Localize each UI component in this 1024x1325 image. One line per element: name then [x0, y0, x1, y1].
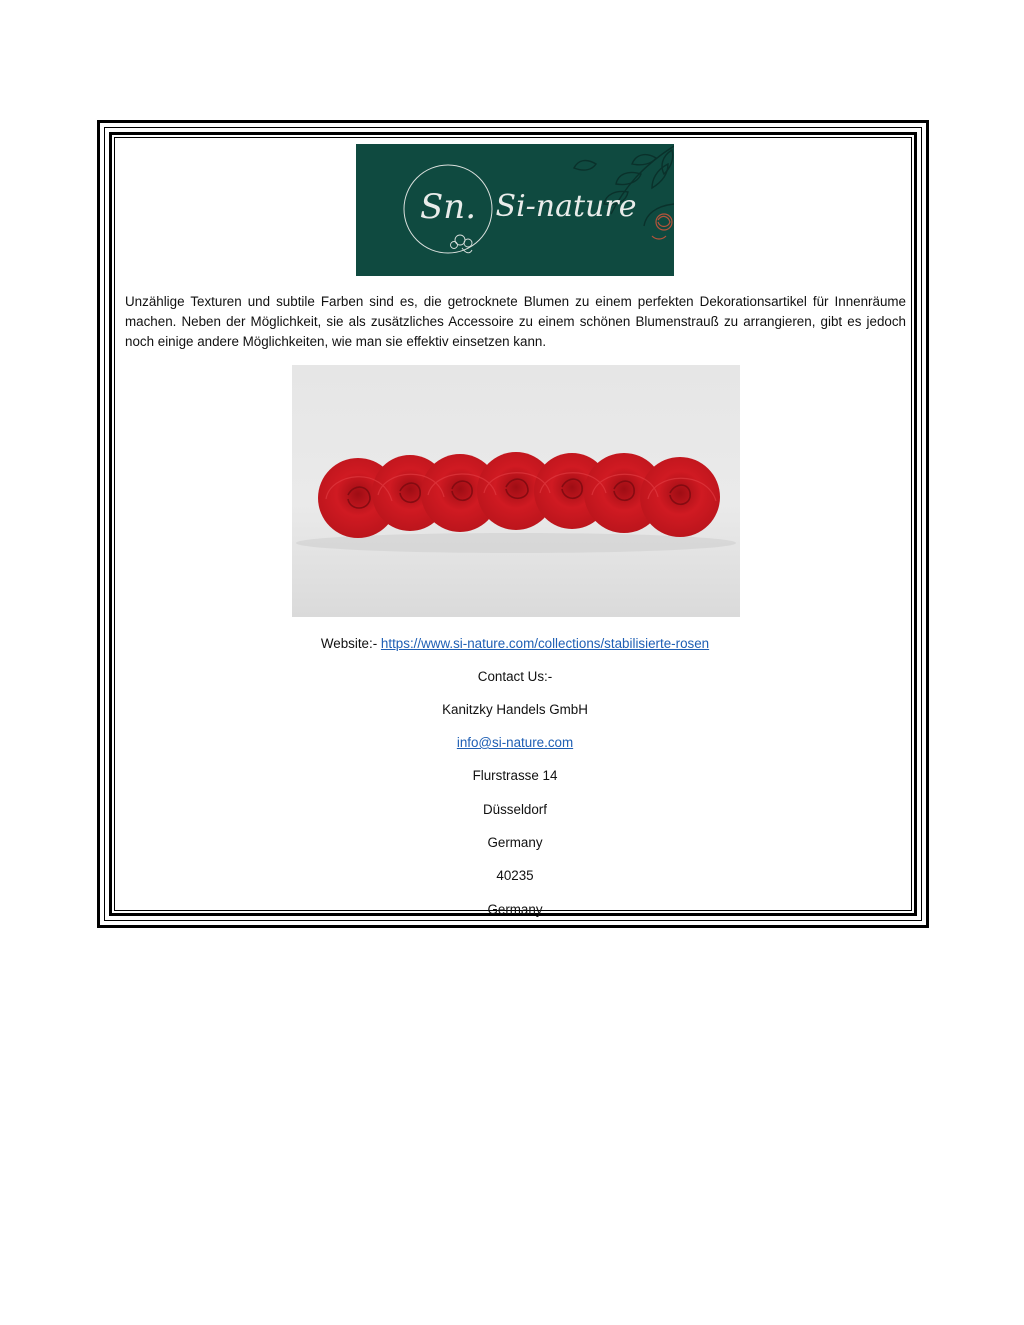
website-line	[115, 636, 915, 651]
roses-photo	[292, 365, 740, 617]
website-label: Website:-	[320, 636, 378, 651]
city: Düsseldorf	[482, 802, 547, 817]
country: Germany	[487, 835, 543, 850]
contact-label: Contact Us:-	[477, 669, 553, 684]
street-address: Flurstrasse 14	[472, 768, 558, 783]
logo-monogram: Sn.	[420, 187, 476, 227]
country-repeat: Germany	[487, 902, 543, 917]
email-line	[115, 735, 915, 750]
page-border	[97, 120, 929, 928]
page-border-innermost-line	[114, 137, 912, 917]
brand-logo	[356, 144, 674, 276]
company-name: Kanitzky Handels GmbH	[442, 702, 588, 717]
logo-brand-name: Si-nature	[495, 189, 637, 224]
document-content	[115, 138, 911, 917]
website-link[interactable]: https://www.si-nature.com/collections/stabilisierte-rosen	[380, 636, 710, 651]
intro-paragraph: Unzählige Texturen und subtile Farben sind es, die getrocknete Blumen zu einem perfekten Dekorationsartikel für Innenräume machen. Neben der Möglichkeit, sie als zusätzliches Accessoire zu einem schönen Blumenstrauß zu arrangieren, gibt es jedoch noch einige andere Möglichkeiten, wie man sie effektiv einsetzen kann.	[125, 294, 906, 349]
postal-code: 40235	[496, 868, 534, 883]
page-border-inner-line	[104, 127, 922, 921]
page-border-thick-line	[109, 132, 917, 916]
email-link[interactable]: info@si-nature.com	[456, 735, 574, 750]
